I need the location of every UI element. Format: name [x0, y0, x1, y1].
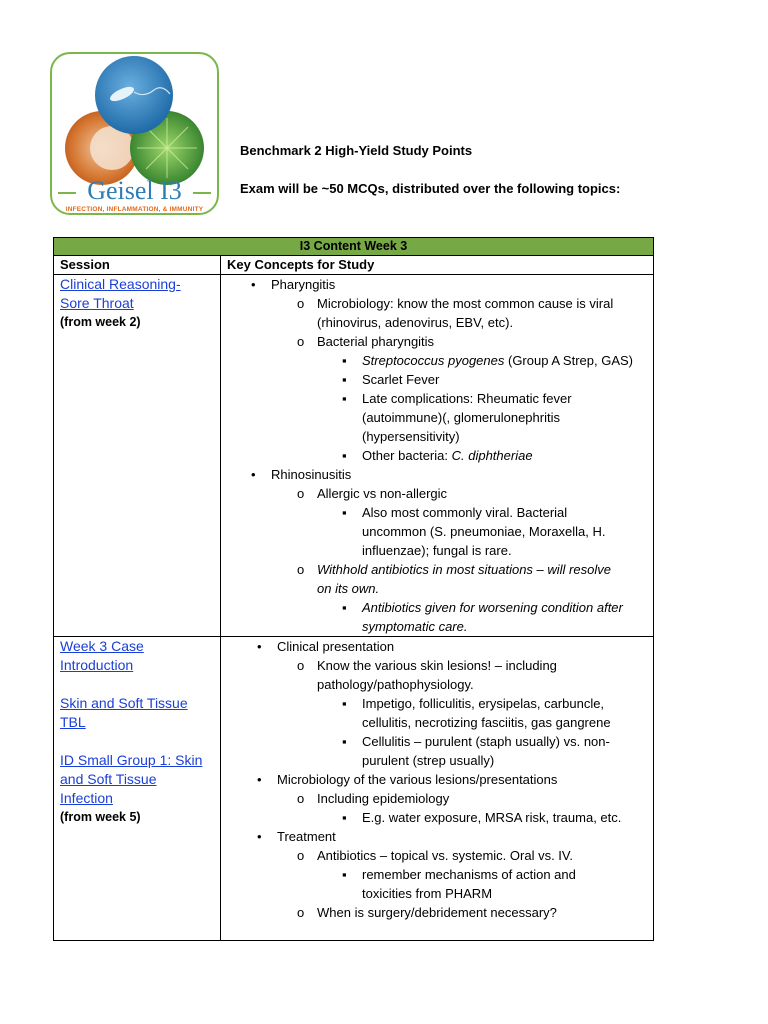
circle-bullet-icon: o	[297, 562, 305, 577]
bullet-icon: •	[257, 639, 262, 654]
list-item: pathology/pathophysiology.	[317, 677, 474, 692]
list-item: toxicities from PHARM	[362, 886, 493, 901]
list-item: Antibiotics – topical vs. systemic. Oral vs. IV.	[317, 848, 573, 863]
session-link-soft-tissue[interactable]: and Soft Tissue	[60, 771, 157, 787]
concepts-cell	[221, 275, 654, 637]
bullet-icon: •	[251, 467, 256, 482]
list-item: Clinical presentation	[277, 639, 395, 654]
circle-bullet-icon: o	[297, 486, 305, 501]
list-item: Impetigo, folliculitis, erysipelas, carbuncle,	[362, 696, 605, 711]
page-subtitle: Exam will be ~50 MCQs, distributed over the following topics:	[240, 181, 621, 196]
list-item: influenzae); fungal is rare.	[362, 543, 512, 558]
list-item: remember mechanisms of action and	[362, 867, 576, 882]
list-item: on its own.	[317, 581, 380, 596]
circle-bullet-icon: o	[297, 334, 305, 349]
square-bullet-icon: ▪	[342, 600, 347, 615]
list-item: (hypersensitivity)	[362, 429, 460, 444]
list-item: Scarlet Fever	[362, 372, 440, 387]
bullet-icon: •	[257, 772, 262, 787]
table-row	[54, 637, 654, 941]
session-link-tbl[interactable]: TBL	[60, 714, 86, 730]
geisel-i3-logo	[50, 52, 219, 215]
circle-bullet-icon: o	[297, 848, 305, 863]
square-bullet-icon: ▪	[342, 810, 347, 825]
column-header-session: Session	[54, 256, 221, 275]
list-item: Streptococcus pyogenes (Group A Strep, GAS)	[362, 353, 633, 368]
list-item: (autoimmune)(, glomerulonephritis	[362, 410, 560, 425]
list-item: Also most commonly viral. Bacterial	[362, 505, 568, 520]
column-header-concepts: Key Concepts for Study	[221, 256, 654, 275]
circle-bullet-icon: o	[297, 658, 305, 673]
study-points-table	[53, 237, 654, 941]
session-link-clinical-reasoning[interactable]: Clinical Reasoning-	[60, 276, 181, 292]
circle-bullet-icon: o	[297, 296, 305, 311]
list-item: E.g. water exposure, MRSA risk, trauma, etc.	[362, 810, 622, 825]
list-item: Bacterial pharyngitis	[317, 334, 435, 349]
list-item: Treatment	[277, 829, 336, 844]
list-item: Late complications: Rheumatic fever	[362, 391, 572, 406]
square-bullet-icon: ▪	[342, 734, 347, 749]
list-item: Allergic vs non-allergic	[317, 486, 448, 501]
concepts-cell	[221, 637, 654, 941]
session-link-sore-throat[interactable]: Sore Throat	[60, 295, 134, 311]
list-item: (rhinovirus, adenovirus, EBV, etc).	[317, 315, 514, 330]
square-bullet-icon: ▪	[342, 391, 347, 406]
list-item: purulent (strep usually)	[362, 753, 495, 768]
list-item: Including epidemiology	[317, 791, 450, 806]
square-bullet-icon: ▪	[342, 448, 347, 463]
session-note: (from week 2)	[60, 315, 141, 329]
session-link-week3-case[interactable]: Week 3 Case	[60, 638, 144, 654]
session-link-skin-soft-tissue[interactable]: Skin and Soft Tissue	[60, 695, 188, 711]
list-item: Know the various skin lesions! – including	[317, 658, 557, 673]
square-bullet-icon: ▪	[342, 372, 347, 387]
session-link-infection[interactable]: Infection	[60, 790, 113, 806]
session-link-id-small-group[interactable]: ID Small Group 1: Skin	[60, 752, 203, 768]
circle-bullet-icon: o	[297, 791, 305, 806]
list-item: Withhold antibiotics in most situations – will resolve	[317, 562, 611, 577]
list-item: Other bacteria: C. diphtheriae	[362, 448, 533, 463]
square-bullet-icon: ▪	[342, 505, 347, 520]
list-item: When is surgery/debridement necessary?	[317, 905, 557, 920]
square-bullet-icon: ▪	[342, 696, 347, 711]
table-heading: I3 Content Week 3	[54, 238, 654, 256]
bullet-icon: •	[251, 277, 256, 292]
bullet-icon: •	[257, 829, 262, 844]
page-title: Benchmark 2 High-Yield Study Points	[240, 143, 473, 158]
circle-bullet-icon: o	[297, 905, 305, 920]
logo-wordmark: Geisel I3	[87, 176, 182, 205]
square-bullet-icon: ▪	[342, 867, 347, 882]
list-item: Microbiology of the various lesions/presentations	[277, 772, 558, 787]
square-bullet-icon: ▪	[342, 353, 347, 368]
list-item: Microbiology: know the most common cause is viral	[317, 296, 614, 311]
session-link-introduction[interactable]: Introduction	[60, 657, 134, 673]
list-item: Cellulitis – purulent (staph usually) vs. non-	[362, 734, 610, 749]
list-item: Rhinosinusitis	[271, 467, 352, 482]
list-item: uncommon (S. pneumoniae, Moraxella, H.	[362, 524, 606, 539]
list-item: cellulitis, necrotizing fasciitis, gas gangrene	[362, 715, 611, 730]
list-item: symptomatic care.	[362, 619, 468, 634]
logo-tagline: INFECTION, INFLAMMATION, & IMMUNITY	[65, 206, 204, 213]
session-note: (from week 5)	[60, 810, 141, 824]
list-item: Antibiotics given for worsening condition after	[362, 600, 623, 615]
table-row	[54, 275, 654, 637]
list-item: Pharyngitis	[271, 277, 336, 292]
